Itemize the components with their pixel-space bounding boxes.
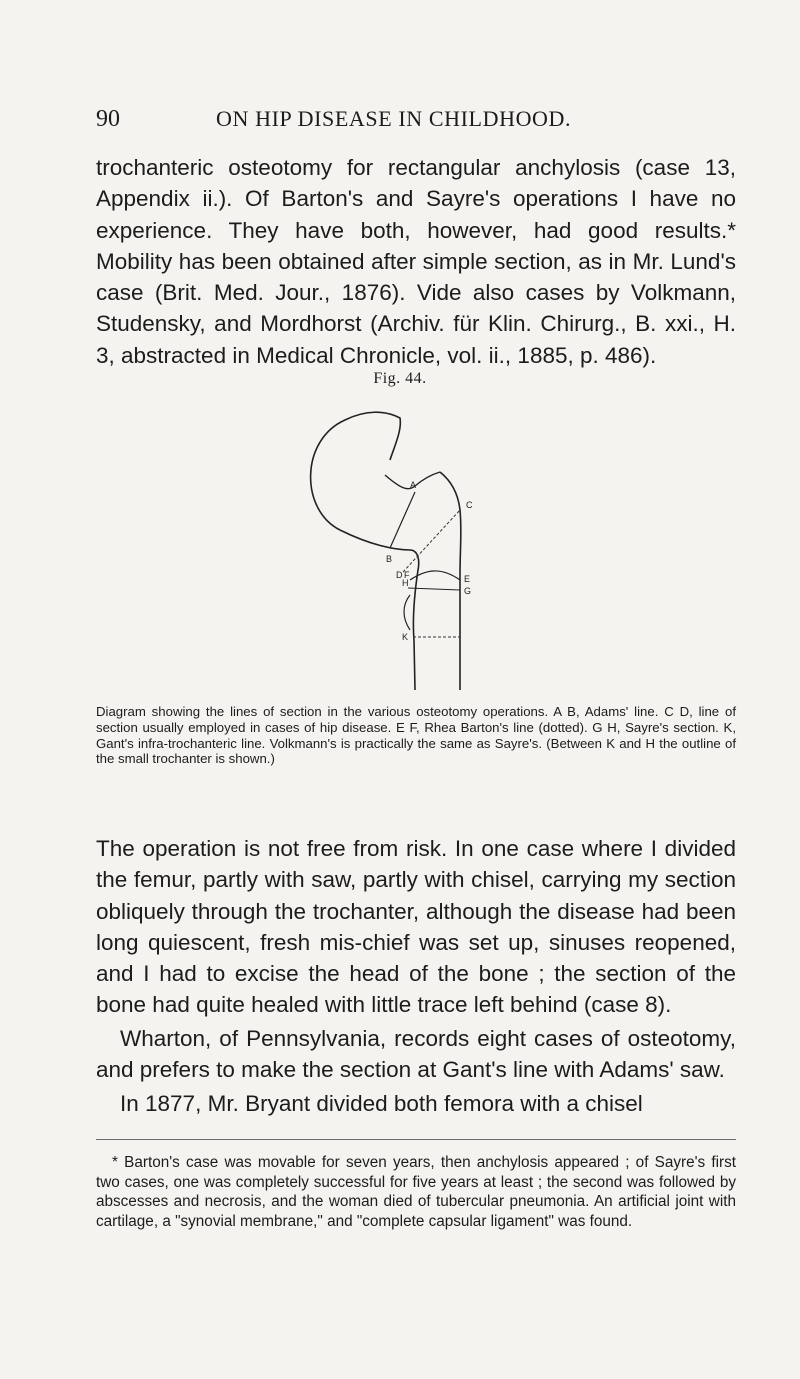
- page-number: 90: [96, 106, 120, 132]
- label-a: A: [410, 480, 417, 490]
- page-header: [96, 106, 736, 136]
- label-k: K: [402, 632, 409, 642]
- hip-section-diagram: [290, 400, 530, 690]
- paragraph-bryant: In 1877, Mr. Bryant divided both femora with a chisel: [120, 1091, 643, 1116]
- label-f: F: [404, 570, 410, 580]
- footnote-divider: [96, 1139, 736, 1140]
- line-ab: [390, 492, 415, 548]
- figure-label: Fig. 44.: [373, 370, 427, 387]
- greater-trochanter-outline: [440, 472, 461, 690]
- small-trochanter-outline: [404, 595, 410, 630]
- neck-lower-outline: [340, 530, 419, 690]
- label-c: C: [466, 500, 473, 510]
- label-g: G: [464, 586, 472, 596]
- paragraph-wharton: Wharton, of Pennsylvania, records eight cases of osteotomy, and prefers to make the section at Gant's line with Adams' saw.: [96, 1026, 736, 1083]
- running-title: ON HIP DISEASE IN CHILDHOOD.: [216, 106, 572, 131]
- paragraph-osteotomy-intro: trochanteric osteotomy for rectangular anchylosis (case 13, Appendix ii.). Of Barton's and Sayre's operations I have no experience. They have both, however, had good results.* Mobility has been obtained after simple section, as in Mr. Lund's case (Brit. Med. Jour., 1876). Vide also cases by Volkmann, Studensky, and Mordhorst (Archiv. für Klin. Chirurg., B. xxi., H. 3, abstracted in Medical Chronicle, vol. ii., 1885, p. 486).: [96, 155, 736, 368]
- line-cd: [403, 510, 460, 572]
- label-d: D: [396, 570, 403, 580]
- figure-caption: Diagram showing the lines of section in the various osteotomy operations. A B, Adams' line. C D, line of section usually employed in cases of hip disease. E F, Rhea Barton's line (dotted). G H, Sayre's section. K, Gant's infra-trochanteric line. Volkmann's is practically the same as Sayre's. (Between K and H the outline of the small trochanter is shown.): [96, 704, 736, 767]
- label-h: H: [402, 578, 409, 588]
- footnote: * Barton's case was movable for seven years, then anchylosis appeared ; of Sayre's first two cases, one was completely successful for five years at least ; the second was followed by abscesses and necrosis, and the woman died of tubercular pneumonia. An artificial joint with cartilage, a "synovial membrane," and "complete capsular ligament" was found.: [96, 1154, 736, 1230]
- paragraph-risk: The operation is not free from risk. In one case where I divided the femur, partly with saw, partly with chisel, carrying my section obliquely through the trochanter, although the disease had been long quiescent, fresh mis-chief was set up, sinuses reopened, and I had to excise the head of the bone ; the section of the bone had quite healed with little trace left behind (case 8).: [96, 836, 736, 1018]
- label-e: E: [464, 574, 471, 584]
- label-b: B: [386, 554, 393, 564]
- acetabulum-outline: [311, 412, 401, 530]
